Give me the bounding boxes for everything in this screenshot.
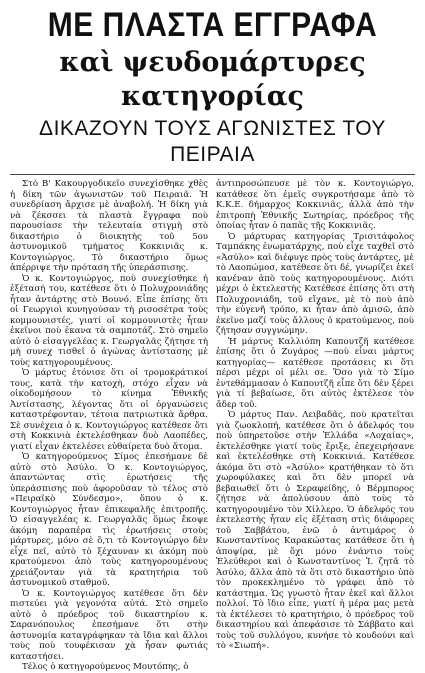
paragraph: Ὁ μάρτυς ἐτόνισε ὅτι οἱ τρομοκράτικοί τους, κατὰ τὴν κατοχὴ, στόχο εἶχαν νὰ οἰκοδομήσουν τὸ κίνημα Ἐθνικῆς Ἀντίστασης, λέγοντας ὅτι οἱ ὀργανώσεις καταστρέφονταν, τέτοια πατριωτικὰ ἄρθρα. Σὲ συνέχεια ὁ κ. Κοντογιώργος κατέθεσε ὅτι στὴ Κοκκινιὰ ἐκτελέσθηκαν δυὸ Λαοπέδες, γιατί εἶχαν ἐκτελέσει εὐθαίρετα δυὸ ἄτομα.: [10, 368, 208, 452]
headline-divider: [10, 174, 415, 175]
column-right: [216, 179, 414, 652]
headline-line-1: ΜΕ ΠΛΑΣΤΑ ΕΓΓΡΑΦΑ: [47, 6, 378, 44]
paragraph: Ἡ μάρτυς Καλλιόπη Καπουτζῆ κατέθεσε ἐπίσης ὅτι ὁ Ζυγάρος —ποὺ εἶναι μάρτυς κατηγορίας— κατέθεσε προτάσεις κι ὅτι πέρσι μέχρι οἱ μέλι σε. Ὅσο γιὰ τὸ Σίμο ἐντεθάμμασαν ὁ Καπουτζῆ εἶπε ὅτι δὲν ξέρει γιὰ τί βεβαίωσε, ὅτι αὐτὸς ἐκτέλεσε τὸν ἄδερ τοῦ.: [216, 336, 414, 410]
headline-line-3: ΔΙΚΑΖΟΥΝ ΤΟΥΣ ΑΓΩΝΙΣΤΕΣ ΤΟΥ ΠΕΙΡΑΙΑ: [39, 117, 386, 166]
paragraph: Ὁ μάρτυρας κατηγορίας Τρισιτάφολος Ταμπάκης ἐνωματάρχης, ποὺ εἶχε ταχθεῖ στὸ «Ἀσύλο» καὶ διέφυγε πρὸς τοὺς ἀντάρτες, μὲ τὸ Λαοπώμοσ, κατέθεσε ὅτι δέ, γνωρίζει ἐκεῖ κανέναν ἀπὸ τοὺς κατηγορουμένους. Διότι μέχρι ὁ ἐκτελεστὴς Κατέθεσε ἐπίσης ὅτι στὴ Πολυχρονιάδη, τοῦ εἴχανε, μὲ τὸ ποὺ ἀπὸ τὴν εὐγενῆ τρόπο, κι ἦταν ἀπὸ ἀμισῶ, ἀπὸ ἐκεῖνο μαζί τοὺς ἄλλους ὁ κρατούμενος, ποὺ ζήτησαν συγγνώμην.: [216, 231, 414, 336]
paragraph: Ὁ κατηγορούμενος Σίμος ἐπεσήμανε δὲ αὐτὸ στὸ Ἀσύλο. Ὁ κ. Κοντογιώργος, ἀπαντώντας στὶς ἐρωτήσεις τῆς ὑπεράσπισης ποὺ ἀφοροῦσαν τὸ τέλος στὸ «Πειραϊκὸ Σύνδεσμο», ὅπου ὁ κ. Κοντογιώργος ἦταν ἐπικεφαλῆς ἐπιτροπῆς. Ὁ εἰσαγγελέας κ. Γεωργαλᾶς ὅμως ἔκοψε ἀκόμη παραπέρα τὶς ἐρωτήσεις στοὺς μάρτυρες, μόνο σὲ ὅ,τι τὸ Κοντογιώργο δὲν εἶχε πεῖ, αὐτὸ τὸ ξέχαυναν κι ἀκόμη ποὺ κρατούμενοι ἀπὸ τοὺς κατηγορουμένους χρειάζονταν γιὰ τὰ κρατητήρια τοῦ ἀστυνομικοῦ σταθμοῦ.: [10, 452, 208, 588]
column-left: [10, 179, 208, 673]
paragraph: ἀντιπροσώπευσε μὲ τὸν κ. Κοντογιώργο, κατάθεσε ὅτι ἐμεῖς συγκροτήσαμε ἀπὸ τὸ Κ.Κ.Ε. δήμαρχος Κοκκινιᾶς, ἀλλὰ ἀπὸ τὴν ἐπιτροπὴ Ἐθνικῆς Σωτηρίας, πρόεδρος τῆς ὁποίας ἦταν ὁ παπᾶς τῆς Κοκκινιᾶς.: [216, 179, 414, 231]
headline-line-2: καὶ ψευδομάρτυρες κατηγορίας: [59, 47, 366, 112]
paragraph: Στὸ Β' Κακουργοδικεῖο συνεχίσθηκε χθὲς ἡ δίκη τῶν ἀγωνιστῶν τοῦ Πειραιᾶ. Ἡ συνεδρίαση ἄρχισε μὲ ἀναβολή. Ἡ δίκη γιὰ νὰ ζέκσσει τὰ πλαστὰ ἔγγραφα ποὺ παρουσίασε τὴν τελευταία στιγμὴ στὸ δικαστήριο ὁ διοικητὴς τοῦ 5ου ἀστυνομικοῦ τμήματος Κοκκινιᾶς κ. Κοντογιώργος. Τὸ δικαστήριο ὅμως ἀπέρριψε τὴν πρόταση τῆς ὑπεράσπισης.: [10, 179, 208, 273]
paragraph: Ὁ μάρτυς Παν. Λειβαδᾶς, ποὺ κρατεῖται γιὰ ζωοκλοπή, κατέθεσε ὅτι ὁ ἀδελφός του ποὺ ὑπηρετοῦσε στὴν Ἐλλάδα «Λοχαίας», ἐκτελέσθηκε γιατί τοὺς ἔριξε, ἐπεχειρήσανε καὶ ἐκτελέσθηκε στὴ Κοκκινιά. Κατέθεσε ἀκόμα ὅτι στὸ «Ἀσύλο» κρατήθηκαν τὸ ὅτι χωροφύλακες καὶ ὅτι δὲν μπορεῖ νὰ βεβαιωθεῖ ὅτι ὁ Σεραφείδης, ὁ Βέρμπορος ζήτησε νὰ ἀπολύσουν ἀπὸ τοὺς τὸ κατηγορουμένο τὸν Χίλλερο. Ὁ ἀδελφός του ἐκτελεστὴς ἦταν εἰς ἐξέταση στὶς διάφορες τοῦ Σαββάτου, ἐνῶ ὁ ἀντιμάρος ὁ Κωνσταντίνος Καρακώστας κατάθεσε ὅτι ἡ ἀποψίρα, μὲ ὄχι μόνο ἐνάντιο τοὺς Ἐλεύθεροι καὶ ὁ Κωνσταντίνος Ἰ. ζητᾶ τὸ Ἀσύλο, ἄλλα ἀπὸ τὰ ὅτι στὸ δικαστήριο ὑπὸ τὸν προκεκλημένο τὸ γράφει ἀπὸ τὸ κατάστημα. Ὡς γνωστὸ ἦταν ἐκεῖ καὶ ἄλλοι πολλοί. Τὸ ἴδιο εἶπε, γιατί ἡ μέρα μας μετὰ τὰ ἐκτέλεσει τὸ κρατητήριο, ὁ πρόεδρος τοῦ δικαστηρίου καὶ ἀπεφάσισε τὸ Σάββατο καὶ τοὺς τοῦ συλλόγου, κυνήσε τὸ κουδούνι καὶ τὸ «Σιωπή».: [216, 410, 414, 651]
paragraph: Ὁ κ. Κοντογιώργος κατέθεσε ὅτι δὲν πιστεύει γιὰ γεγονότα αὐτά. Στὸ σημεῖο αὐτὸ ὁ πρόεδρος τοῦ δικαστηρίου κ. Σαρανόπουλος ἐπεσήμανε ὅτι στὴν ἀστυνομία καταγράφηκαν τὰ ἴδια καὶ ἄλλοι τοὺς ποὺ τουφέκισαν χὰ ἦσαν φωτιάς καταστήσει.: [10, 588, 208, 662]
paragraph: Ὁ κ. Κοντογιώργος, ποὺ συνεχίσθηκε ἡ ἐξέτασή του, κατέθεσε ὅτι ὁ Πολυχρονιάδης ἦταν ἀντάρτης στὸ Βουνό. Εἶπε ἐπίσης ὅτι οἱ Γεωργιοὶ κυνηγούσαν τὴ ρισοσέτρα τοὺς κομμουνιστές, γιατί οἱ κομμουνιστὲς ἦταν ἐκεῖνοι ποὺ ἐκανα τὰ σαμποτάζ. Στὸ σημεῖο αὐτὸ ὁ εἰσαγγελέας κ. Γεωργαλᾶς ζήτησε τὴ μὴ συνεχ τισθεῖ ὁ ἀγώνας ἀντίστασης μὲ τοὺς κατηγορουμένους.: [10, 273, 208, 368]
paragraph: Τέλος ὁ κατηγορούμενος Μουτόπης, ὁ: [22, 662, 189, 672]
article-body: [10, 179, 415, 673]
